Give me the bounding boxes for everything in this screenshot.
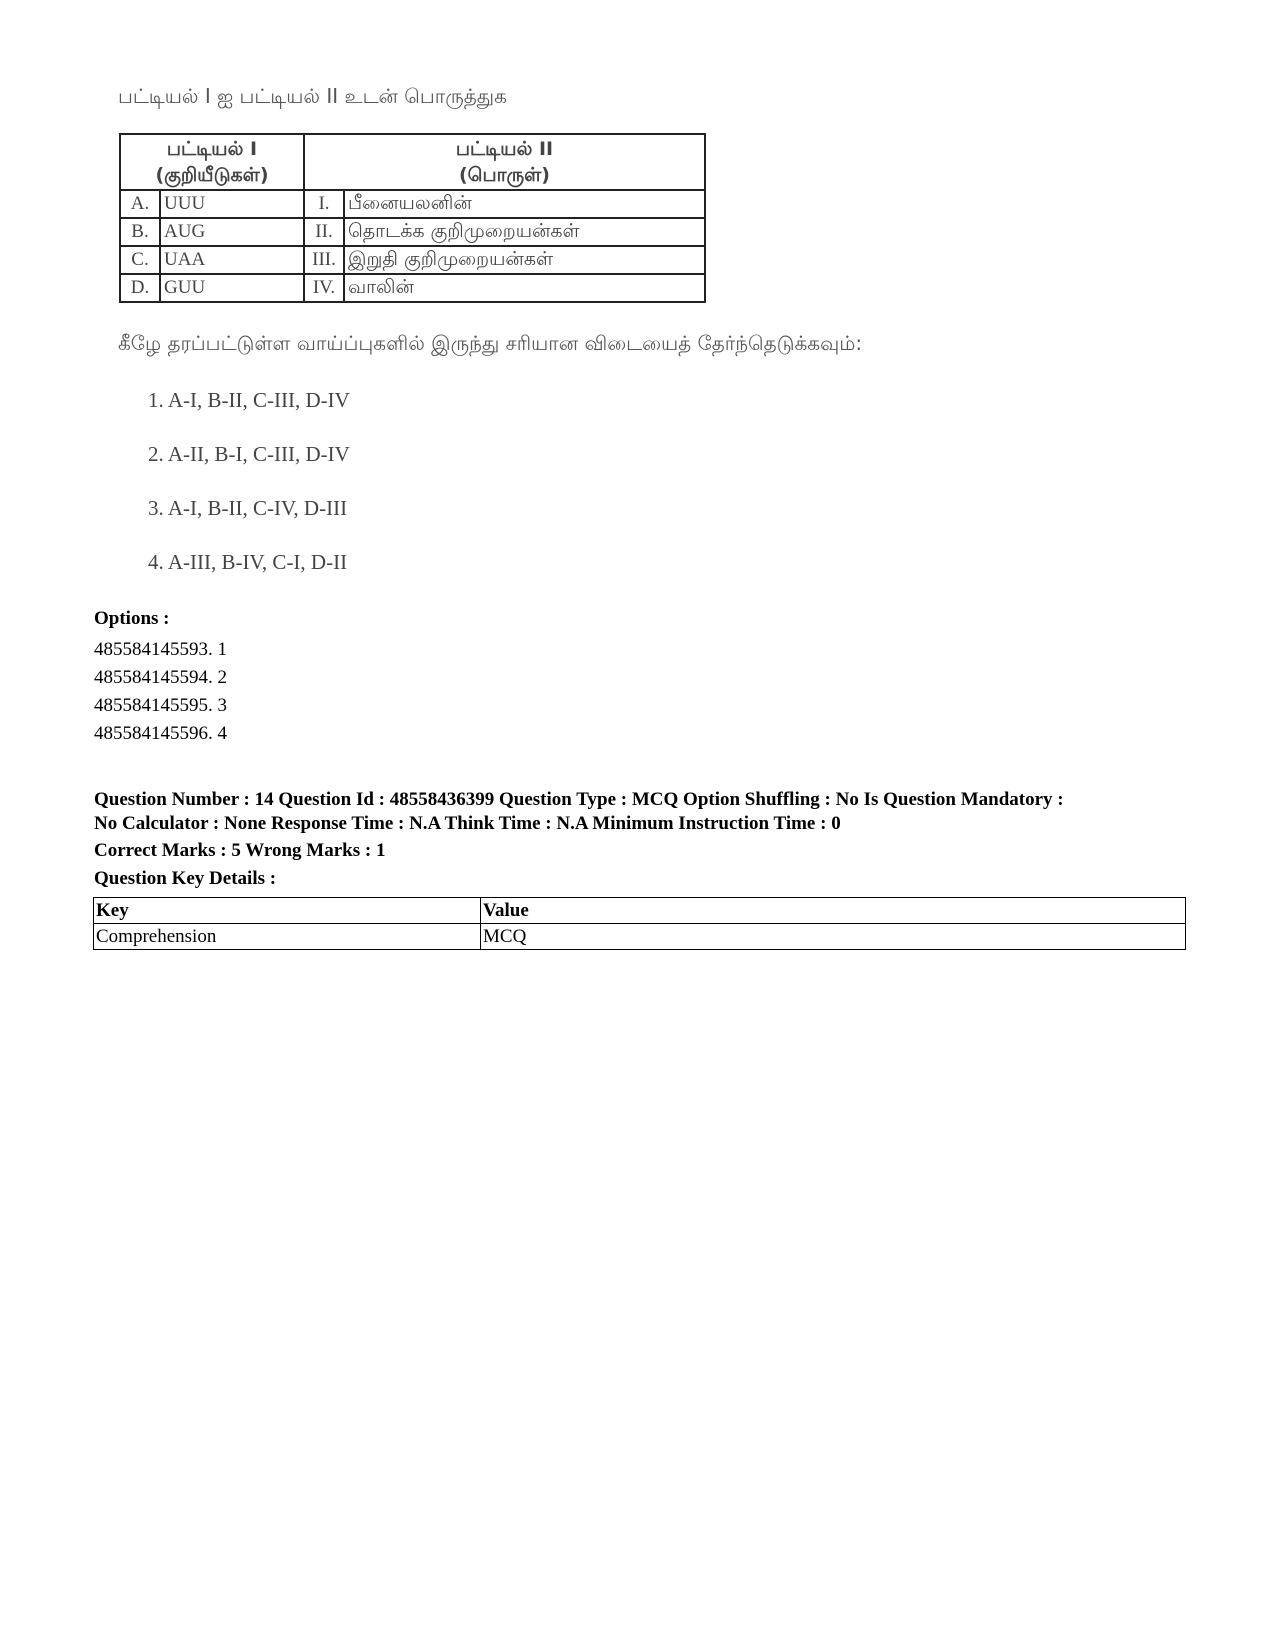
table-row	[120, 246, 705, 274]
question-key-table	[93, 897, 1186, 950]
row-letter: B.	[120, 218, 160, 246]
list-1-subtitle: (குறியீடுகள்)	[155, 164, 269, 186]
list-1-title: பட்டியல் I	[166, 138, 258, 160]
question-meta-line-1: Question Number : 14 Question Id : 48558436399 Question Type : MCQ Option Shuffling : No Is Question Mandatory :	[94, 789, 1064, 810]
match-table	[119, 133, 706, 303]
row-code: GUU	[160, 274, 304, 302]
match-table-header	[120, 134, 705, 190]
answer-choice: 4. A-III, B-IV, C-I, D-II	[148, 550, 348, 574]
question-meta	[94, 788, 1204, 836]
options-label: Options :	[94, 608, 170, 629]
row-letter: D.	[120, 274, 160, 302]
key-cell: Comprehension	[94, 924, 481, 950]
key-table-header	[94, 898, 1186, 924]
value-header: Value	[481, 898, 1186, 924]
answer-choice: 2. A-II, B-I, C-III, D-IV	[148, 442, 350, 466]
marks-line: Correct Marks : 5 Wrong Marks : 1	[94, 840, 386, 861]
answer-choice: 1. A-I, B-II, C-III, D-IV	[148, 388, 350, 412]
row-letter: C.	[120, 246, 160, 274]
table-row	[120, 274, 705, 302]
row-code: AUG	[160, 218, 304, 246]
options-list	[94, 636, 227, 748]
row-roman: I.	[304, 190, 344, 218]
answer-choice: 3. A-I, B-II, C-IV, D-III	[148, 496, 348, 520]
row-roman: II.	[304, 218, 344, 246]
table-row	[120, 218, 705, 246]
table-row	[120, 190, 705, 218]
table-row	[94, 924, 1186, 950]
key-header: Key	[94, 898, 481, 924]
row-roman: III.	[304, 246, 344, 274]
row-meaning: வாலின்	[344, 274, 705, 302]
option-item: 485584145595. 3	[94, 695, 227, 716]
option-item: 485584145593. 1	[94, 639, 227, 660]
option-item: 485584145594. 2	[94, 667, 227, 688]
row-letter: A.	[120, 190, 160, 218]
row-meaning: தொடக்க குறிமுறையன்கள்	[344, 218, 705, 246]
option-item: 485584145596. 4	[94, 723, 227, 744]
answer-choices	[148, 388, 350, 604]
question-meta-line-2: No Calculator : None Response Time : N.A Think Time : N.A Minimum Instruction Time : 0	[94, 813, 841, 834]
row-meaning: பீனையலனின்	[344, 190, 705, 218]
row-meaning: இறுதி குறிமுறையன்கள்	[344, 246, 705, 274]
row-roman: IV.	[304, 274, 344, 302]
choose-answer-prompt: கீழே தரப்பட்டுள்ள வாய்ப்புகளில் இருந்து சரியான விடையைத் தேர்ந்தெடுக்கவும்:	[118, 331, 863, 355]
row-code: UAA	[160, 246, 304, 274]
value-cell: MCQ	[481, 924, 1186, 950]
question-key-label: Question Key Details :	[94, 868, 277, 889]
list-1-header	[120, 134, 304, 190]
list-2-title: பட்டியல் II	[455, 138, 554, 160]
row-code: UUU	[160, 190, 304, 218]
list-2-header	[304, 134, 705, 190]
match-instruction: பட்டியல் I ஐ பட்டியல் II உடன் பொருத்துக	[118, 84, 507, 108]
list-2-subtitle: (பொருள்)	[459, 164, 550, 186]
